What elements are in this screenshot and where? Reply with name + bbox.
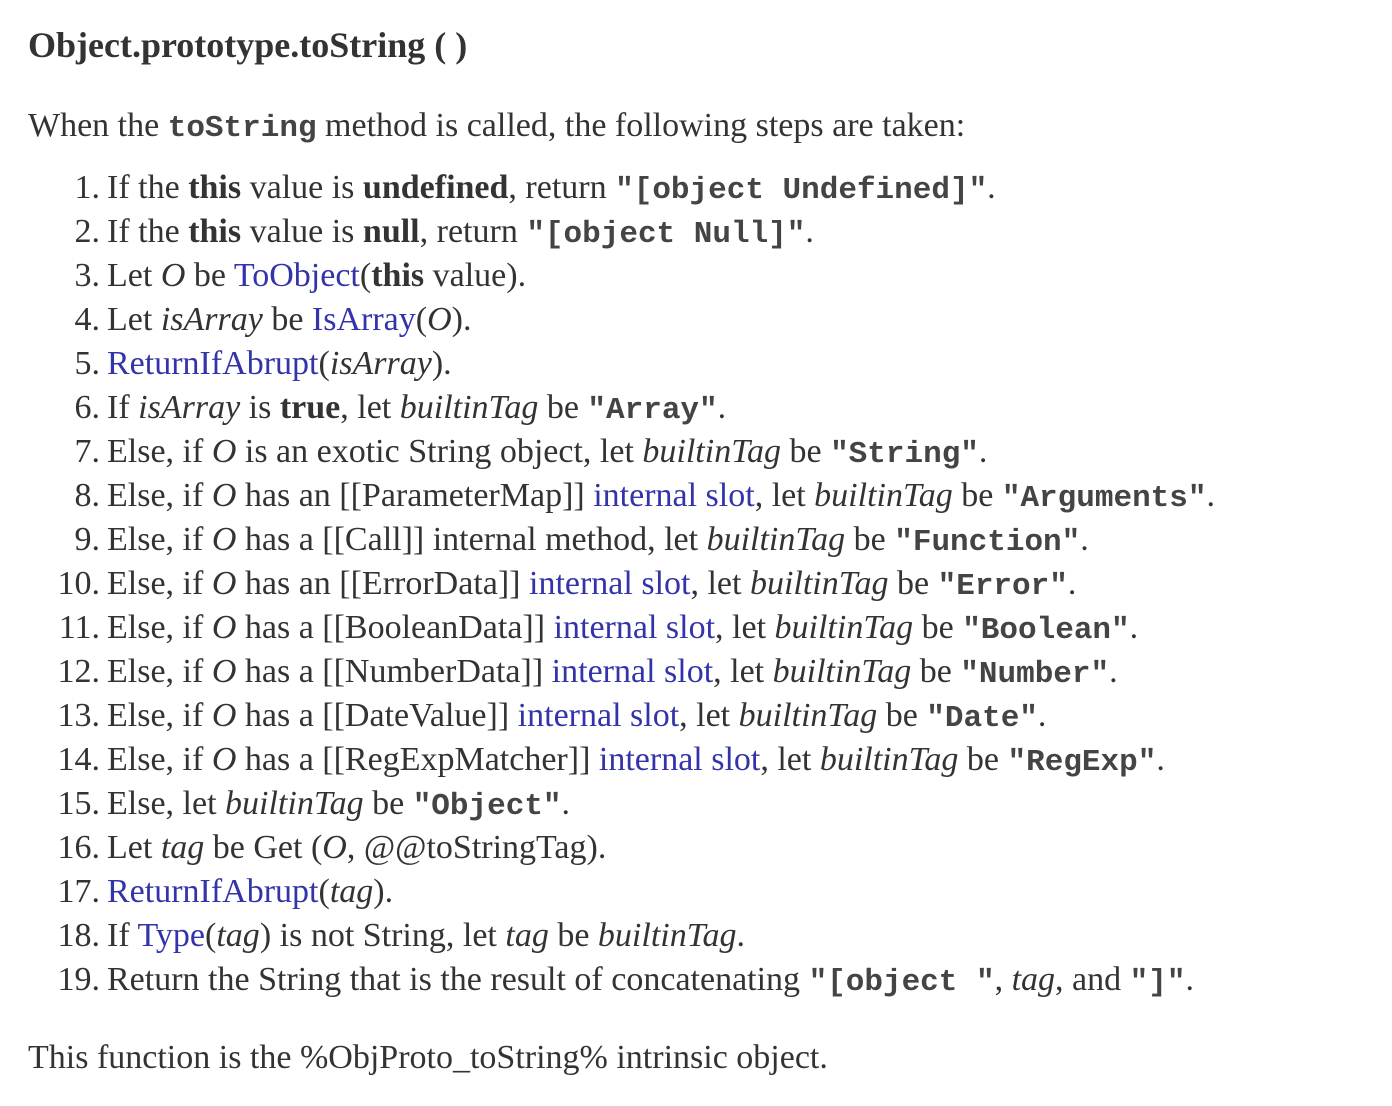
variable-name: builtinTag: [774, 609, 914, 646]
string-literal: "RegExp": [1007, 745, 1157, 780]
spec-link[interactable]: internal slot: [529, 565, 691, 602]
step-text-segment: (: [318, 873, 330, 910]
step-text-segment: If: [107, 917, 138, 954]
step-text-segment: value).: [424, 257, 527, 294]
step-text-segment: .: [1080, 521, 1089, 558]
step-text-segment: .: [1206, 477, 1215, 514]
spec-link[interactable]: ToObject: [233, 257, 360, 294]
step-text-segment: be: [538, 389, 588, 426]
variable-name: tag: [160, 829, 205, 866]
step-number: 6.: [74, 389, 100, 426]
intro-paragraph: [28, 104, 965, 151]
step-text-segment: , and: [1055, 961, 1130, 998]
variable-name: O: [160, 257, 186, 294]
step-text-segment: be: [877, 697, 927, 734]
step-text-segment: be: [262, 301, 312, 338]
step-text-segment: be: [888, 565, 938, 602]
string-literal: "Arguments": [1001, 481, 1207, 516]
step-text-segment: Let: [107, 257, 161, 294]
variable-name: O: [211, 477, 237, 514]
spec-link[interactable]: internal slot: [593, 477, 755, 514]
step-text: [107, 958, 1194, 1005]
step-text-segment: has a [[BooleanData]]: [236, 609, 554, 646]
variable-name: builtinTag: [738, 697, 878, 734]
step-text: [107, 386, 726, 433]
variable-name: O: [427, 301, 452, 338]
step-text-segment: be: [913, 609, 963, 646]
step-number: 12.: [57, 653, 100, 690]
step-text-segment: .: [978, 433, 988, 470]
step-text-segment: If the: [107, 213, 189, 250]
step-number: 3.: [74, 257, 100, 294]
string-literal: "Date": [926, 701, 1038, 736]
step-text-segment: , return: [508, 169, 616, 206]
variable-name: tag: [216, 917, 260, 954]
step-number: 5.: [74, 345, 100, 382]
variable-name: tag: [1011, 961, 1056, 998]
bold-term: null: [362, 213, 420, 250]
step-text-segment: .: [736, 917, 745, 954]
step-text-segment: value is: [241, 169, 363, 206]
step-text-segment: , let: [713, 653, 773, 690]
step-number: 9.: [74, 521, 100, 558]
step-text: [107, 650, 1118, 697]
string-literal: "Boolean": [962, 613, 1130, 648]
step-text-segment: is an exotic String object, let: [236, 433, 643, 470]
step-text-segment: be: [548, 917, 598, 954]
variable-name: builtinTag: [642, 433, 781, 470]
step-text-segment: (: [205, 917, 217, 954]
variable-name: builtinTag: [819, 741, 959, 778]
step-text-segment: If: [107, 389, 139, 426]
step-text-segment: be Get (: [204, 829, 323, 866]
spec-link[interactable]: internal slot: [517, 697, 680, 734]
step-text-segment: be: [911, 653, 961, 690]
step-text-segment: , return: [419, 213, 527, 250]
string-literal: "Array": [587, 393, 718, 428]
variable-name: builtinTag: [399, 389, 539, 426]
variable-name: isArray: [138, 389, 241, 426]
step-text-segment: .: [561, 785, 571, 822]
step-text-segment: Let: [107, 301, 161, 338]
step-text-segment: ) is not String, let: [259, 917, 506, 954]
variable-name: O: [211, 609, 237, 646]
step-number: 2.: [74, 213, 100, 250]
step-text-segment: , let: [690, 565, 750, 602]
spec-link[interactable]: internal slot: [553, 609, 716, 646]
step-text-segment: Let: [107, 829, 161, 866]
string-literal: "Error": [937, 569, 1068, 604]
step-text: [107, 474, 1215, 521]
variable-name: builtinTag: [772, 653, 912, 690]
string-literal: "]": [1129, 965, 1186, 1000]
step-text-segment: ).: [451, 301, 472, 338]
step-text-segment: be: [780, 433, 831, 470]
step-text: [107, 738, 1165, 785]
variable-name: O: [211, 521, 237, 558]
variable-name: tag: [329, 873, 374, 910]
step-text: [107, 342, 452, 386]
string-literal: "[object Undefined]": [615, 173, 988, 208]
step-text-segment: Else, if: [107, 697, 212, 734]
step-number: 8.: [74, 477, 100, 514]
spec-link[interactable]: ReturnIfAbrupt: [107, 345, 319, 382]
bold-term: this: [188, 169, 242, 206]
step-text-segment: .: [987, 169, 996, 206]
step-number: 11.: [58, 609, 100, 646]
step-number: 18.: [57, 917, 100, 954]
step-text-segment: Else, if: [107, 653, 212, 690]
step-text-segment: (: [318, 345, 330, 382]
section-heading: Object.prototype.toString ( ): [28, 25, 468, 65]
step-text-segment: ).: [373, 873, 394, 910]
step-number: 16.: [57, 829, 100, 866]
step-text-segment: ,: [994, 961, 1012, 998]
variable-name: isArray: [329, 345, 432, 382]
variable-name: O: [211, 433, 237, 470]
step-number: 19.: [57, 961, 100, 998]
string-literal: "[object Null]": [526, 217, 806, 252]
variable-name: tag: [505, 917, 549, 954]
step-text-segment: ).: [431, 345, 452, 382]
step-text-segment: .: [805, 213, 814, 250]
step-text-segment: has a [[Call]] internal method, let: [236, 521, 707, 558]
step-number: 10.: [57, 565, 100, 602]
step-text-segment: (: [415, 301, 428, 338]
step-number: 7.: [74, 433, 100, 470]
step-number: 14.: [57, 741, 100, 778]
step-text-segment: , let: [754, 477, 815, 514]
step-text: [107, 562, 1076, 609]
string-literal: "Function": [894, 525, 1081, 560]
step-text: [107, 606, 1138, 653]
step-text-segment: , let: [715, 609, 775, 646]
string-literal: "String": [830, 437, 979, 472]
step-text: [107, 430, 987, 477]
step-text-segment: , @@toStringTag).: [346, 829, 607, 866]
step-number: 4.: [74, 301, 100, 338]
step-text-segment: If the: [107, 169, 189, 206]
step-text-segment: (: [359, 257, 372, 294]
spec-link[interactable]: internal slot: [551, 653, 714, 690]
spec-link[interactable]: Type: [137, 917, 206, 954]
step-text-segment: be: [363, 785, 413, 822]
step-text: [107, 914, 745, 958]
step-text-segment: .: [1067, 565, 1077, 602]
intro-text-after: method is called, the following steps are taken:: [316, 107, 966, 144]
variable-name: O: [211, 565, 237, 602]
variable-name: builtinTag: [597, 917, 737, 954]
step-text-segment: Else, if: [107, 741, 212, 778]
step-number: 1.: [74, 169, 100, 206]
intro-text-before: When the: [28, 107, 168, 144]
step-text: [107, 694, 1046, 741]
step-text-segment: , let: [760, 741, 820, 778]
step-text: [107, 826, 606, 870]
step-text: [107, 254, 526, 298]
step-text-segment: .: [717, 389, 727, 426]
step-text-segment: is: [240, 389, 280, 426]
bold-term: true: [279, 389, 341, 426]
step-text: [107, 870, 393, 914]
step-text-segment: Return the String that is the result of concatenating: [107, 961, 809, 998]
step-text-segment: has an [[ErrorData]]: [236, 565, 529, 602]
step-text-segment: has an [[ParameterMap]]: [236, 477, 594, 514]
step-text-segment: .: [1156, 741, 1165, 778]
intro-code-tostring: toString: [167, 111, 317, 146]
step-text-segment: has a [[DateValue]]: [236, 697, 518, 734]
step-text-segment: .: [1109, 653, 1118, 690]
step-text-segment: be: [958, 741, 1008, 778]
spec-link[interactable]: IsArray: [311, 301, 416, 338]
bold-term: this: [371, 257, 425, 294]
step-text-segment: be: [185, 257, 234, 294]
bold-term: this: [188, 213, 242, 250]
step-text-segment: Else, if: [107, 477, 212, 514]
step-text: [107, 166, 996, 213]
string-literal: "[object ": [808, 965, 995, 1000]
step-text-segment: value is: [241, 213, 363, 250]
step-text-segment: has a [[NumberData]]: [236, 653, 552, 690]
variable-name: builtinTag: [814, 477, 953, 514]
step-text: [107, 518, 1089, 565]
step-text-segment: Else, if: [107, 609, 212, 646]
step-number: 17.: [57, 873, 100, 910]
step-text-segment: Else, if: [107, 433, 212, 470]
step-text-segment: , let: [679, 697, 739, 734]
variable-name: builtinTag: [706, 521, 846, 558]
step-text-segment: be: [845, 521, 895, 558]
bold-term: undefined: [362, 169, 509, 206]
footer-paragraph: This function is the %ObjProto_toString% intrinsic object.: [28, 1039, 828, 1076]
step-text-segment: Else, let: [107, 785, 226, 822]
step-text-segment: Else, if: [107, 565, 212, 602]
variable-name: O: [211, 741, 237, 778]
spec-link[interactable]: internal slot: [598, 741, 761, 778]
variable-name: isArray: [160, 301, 263, 338]
step-number: 13.: [57, 697, 100, 734]
spec-link[interactable]: ReturnIfAbrupt: [107, 873, 319, 910]
variable-name: O: [322, 829, 347, 866]
step-text-segment: has a [[RegExpMatcher]]: [236, 741, 599, 778]
step-text-segment: .: [1185, 961, 1194, 998]
step-text-segment: .: [1129, 609, 1139, 646]
variable-name: O: [211, 697, 237, 734]
step-text: [107, 782, 570, 829]
step-text: [107, 210, 814, 257]
step-text-segment: .: [1037, 697, 1047, 734]
string-literal: "Number": [960, 657, 1110, 692]
step-text: [107, 298, 471, 342]
variable-name: builtinTag: [225, 785, 364, 822]
step-number: 15.: [57, 785, 100, 822]
step-text-segment: , let: [340, 389, 400, 426]
string-literal: "Object": [412, 789, 562, 824]
variable-name: O: [211, 653, 237, 690]
step-text-segment: Else, if: [107, 521, 212, 558]
step-text-segment: be: [952, 477, 1002, 514]
variable-name: builtinTag: [749, 565, 889, 602]
